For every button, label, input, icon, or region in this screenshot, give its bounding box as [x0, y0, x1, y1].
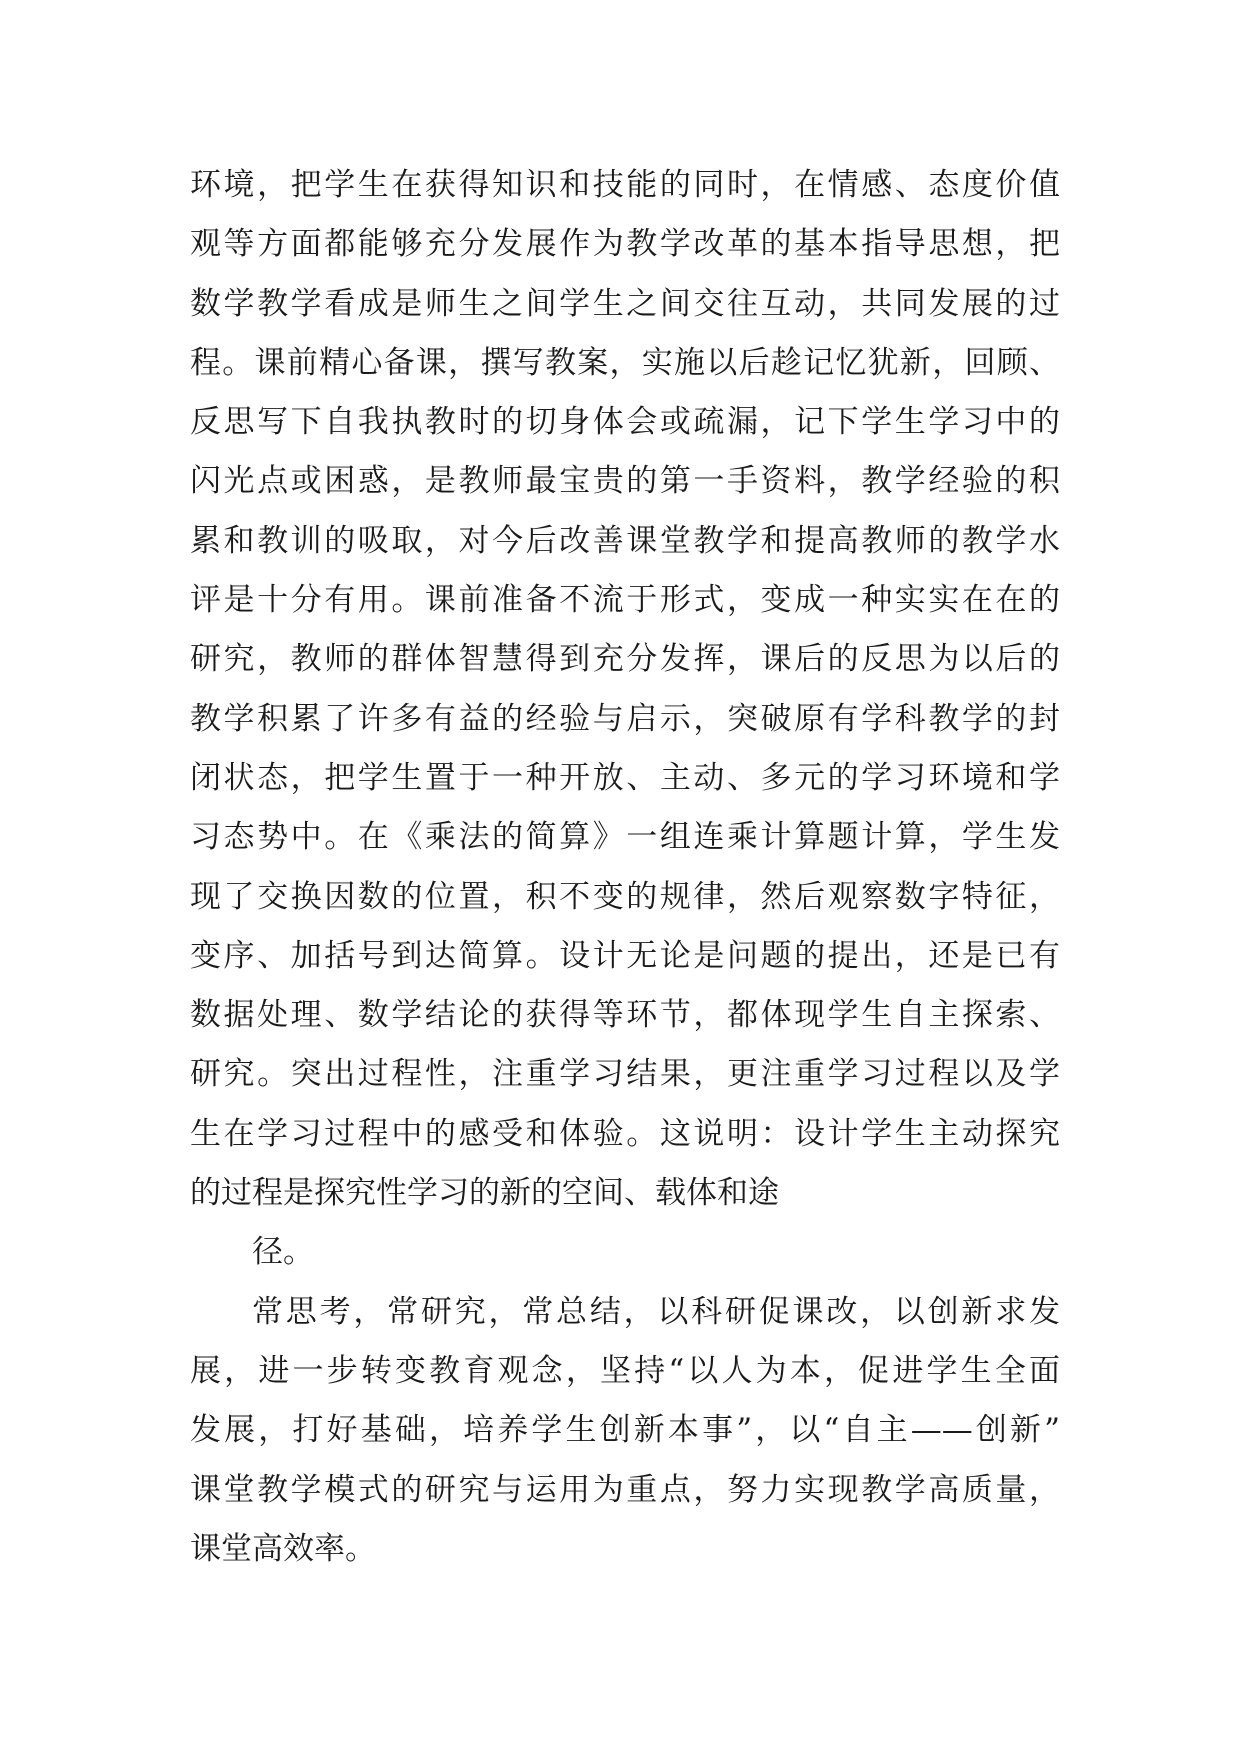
text-line: 发展，打好基础，培养学生创新本事”，以“自主——创新” — [190, 1412, 1060, 1449]
text-line: 课堂高效率。 — [190, 1530, 376, 1567]
text-line: 观等方面都能够充分发展作为教学改革的基本指导思想，把 — [190, 226, 1060, 263]
text-line: 径。 — [252, 1234, 314, 1271]
text-line: 研究。突出过程性，注重学习结果，更注重学习过程以及学 — [190, 1056, 1060, 1093]
text-line: 反思写下自我执教时的切身体会或疏漏，记下学生学习中的 — [190, 404, 1060, 441]
text-line: 程。课前精心备课，撰写教案，实施以后趁记忆犹新，回顾、 — [190, 344, 1060, 381]
paragraph-2 — [190, 1223, 1060, 1282]
text-line: 展，进一步转变教育观念，坚持“以人为本，促进学生全面 — [190, 1352, 1060, 1389]
text-line: 生在学习过程中的感受和体验。这说明：设计学生主动探究 — [190, 1115, 1060, 1152]
text-line: 评是十分有用。课前准备不流于形式，变成一种实实在在的 — [190, 582, 1060, 619]
text-line: 环境，把学生在获得知识和技能的同时，在情感、态度价值 — [190, 167, 1060, 203]
paragraph-3 — [190, 1283, 1060, 1579]
text-line: 课堂教学模式的研究与运用为重点，努力实现教学高质量， — [190, 1471, 1060, 1508]
body-text — [190, 156, 1060, 1579]
text-line: 教学积累了许多有益的经验与启示，突破原有学科教学的封 — [190, 700, 1060, 737]
text-line: 累和教训的吸取，对今后改善课堂教学和提高教师的教学水 — [190, 522, 1060, 559]
paragraph-1 — [190, 156, 1060, 1223]
text-line: 研究，教师的群体智慧得到充分发挥，课后的反思为以后的 — [190, 641, 1060, 678]
text-line: 习态势中。在《乘法的简算》一组连乘计算题计算，学生发 — [190, 819, 1060, 856]
text-line: 数学教学看成是师生之间学生之间交往互动，共同发展的过 — [190, 285, 1060, 322]
text-line: 数据处理、数学结论的获得等环节，都体现学生自主探索、 — [190, 997, 1060, 1034]
text-line: 常思考，常研究，常总结，以科研促课改，以创新求发 — [252, 1293, 1060, 1330]
text-line: 的过程是探究性学习的新的空间、载体和途 — [190, 1175, 779, 1212]
text-line: 变序、加括号到达简算。设计无论是问题的提出，还是已有 — [190, 937, 1060, 974]
text-line: 现了交换因数的位置，积不变的规律，然后观察数字特征， — [190, 878, 1060, 915]
text-line: 闪光点或困惑，是教师最宝贵的第一手资料，教学经验的积 — [190, 463, 1060, 500]
text-line: 闭状态，把学生置于一种开放、主动、多元的学习环境和学 — [190, 759, 1060, 796]
